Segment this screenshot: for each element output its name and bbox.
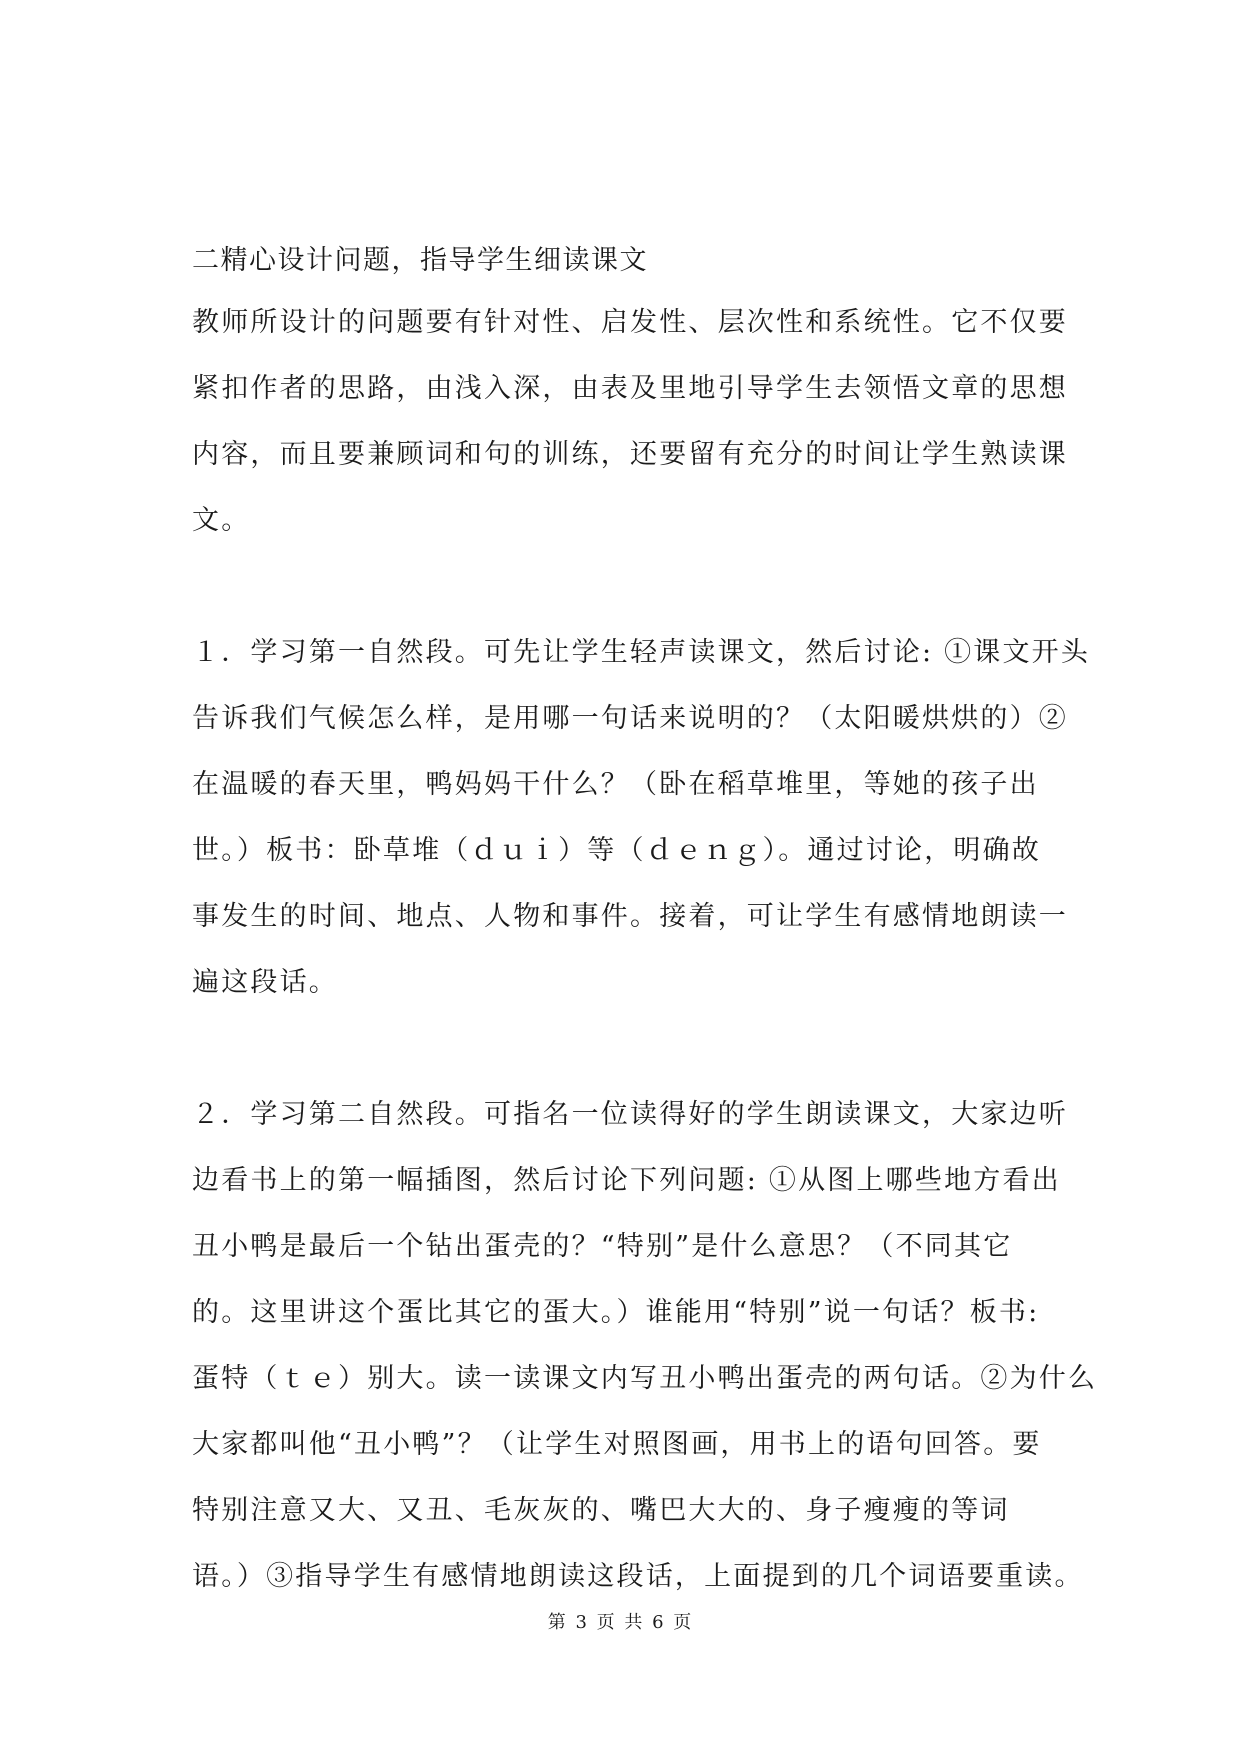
section-heading: 二精心设计问题，指导学生细读课文 (192, 245, 648, 276)
paragraph-line: 在温暖的春天里，鸭妈妈干什么？（卧在稻草堆里，等她的孩子出 (192, 769, 1039, 800)
paragraph-line: ２．学习第二自然段。可指名一位读得好的学生朗读课文，大家边听 (192, 1099, 1068, 1130)
paragraph-line: 事发生的时间、地点、人物和事件。接着，可让学生有感情地朗读一 (192, 901, 1068, 932)
page-number-footer: 第 3 页 共 6 页 (547, 1612, 694, 1633)
paragraph-line: 内容，而且要兼顾词和句的训练，还要留有充分的时间让学生熟读课 (192, 439, 1068, 470)
paragraph-line: 语。）③指导学生有感情地朗读这段话，上面提到的几个词语要重读。 (192, 1561, 1084, 1592)
document-body (192, 228, 1098, 1610)
paragraph-line: 边看书上的第一幅插图，然后讨论下列问题: ①从图上哪些地方看出 (192, 1165, 1061, 1196)
paragraph-line: 特别注意又大、又丑、毛灰灰的、嘴巴大大的、身子瘦瘦的等词 (192, 1495, 1010, 1526)
paragraph-spacer (192, 554, 1057, 620)
paragraph-1 (192, 290, 1068, 554)
paragraph-line: 世。）板书：卧草堆（ｄｕｉ）等（ｄｅｎｇ）。通过讨论，明确故 (192, 835, 1041, 866)
paragraph-spacer (192, 1016, 1057, 1082)
paragraph-2 (192, 620, 1091, 1016)
paragraph-line: 告诉我们气候怎么样，是用哪一句话来说明的？（太阳暖烘烘的）② (192, 703, 1068, 734)
paragraph-line: 文。 (192, 505, 251, 536)
paragraph-line: 教师所设计的问题要有针对性、启发性、层次性和系统性。它不仅要 (192, 307, 1068, 338)
paragraph-line: １．学习第一自然段。可先让学生轻声读课文，然后讨论: ①课文开头 (192, 637, 1091, 668)
paragraph-line: 蛋特（ｔｅ）别大。读一读课文内写丑小鸭出蛋壳的两句话。②为什么 (192, 1363, 1098, 1394)
paragraph-line: 遍这段话。 (192, 967, 338, 998)
paragraph-line: 大家都叫他“丑小鸭”？（让学生对照图画，用书上的语句回答。要 (192, 1429, 1042, 1460)
paragraph-line: 的。这里讲这个蛋比其它的蛋大。）谁能用“特别”说一句话？板书: (192, 1297, 1040, 1328)
paragraph-line: 丑小鸭是最后一个钻出蛋壳的？“特别”是什么意思？（不同其它 (192, 1231, 1013, 1262)
paragraph-3 (192, 1082, 1098, 1610)
paragraph-line: 紧扣作者的思路，由浅入深，由表及里地引导学生去领悟文章的思想 (192, 373, 1068, 404)
